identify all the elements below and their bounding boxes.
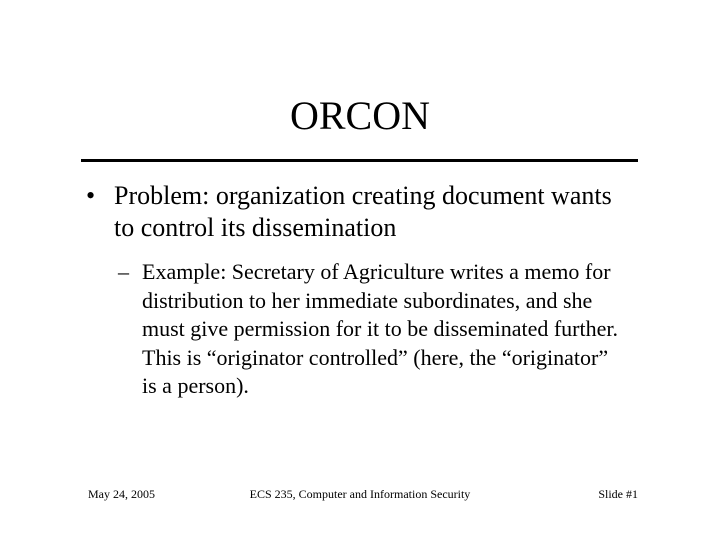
sub-bullet-item xyxy=(118,258,628,401)
title-divider xyxy=(81,159,638,162)
slide-title: ORCON xyxy=(289,93,431,138)
bullet-item xyxy=(86,180,626,244)
footer-slide-number: Slide #1 xyxy=(598,487,638,501)
sub-bullet-text: Example: Secretary of Agriculture writes a memo for distribution to her immediate subordinates, and she must give permission for it to be disseminated further. This is “originator controlled” (here, the “originator” is a person). xyxy=(142,259,618,398)
footer-date: May 24, 2005 xyxy=(88,487,155,501)
footer-course: ECS 235, Computer and Information Security xyxy=(249,487,471,501)
bullet-text: Problem: organization creating document wants to control its dissemination xyxy=(114,181,612,242)
bullet-marker: • xyxy=(86,181,96,210)
sub-bullet-marker: – xyxy=(118,259,129,284)
